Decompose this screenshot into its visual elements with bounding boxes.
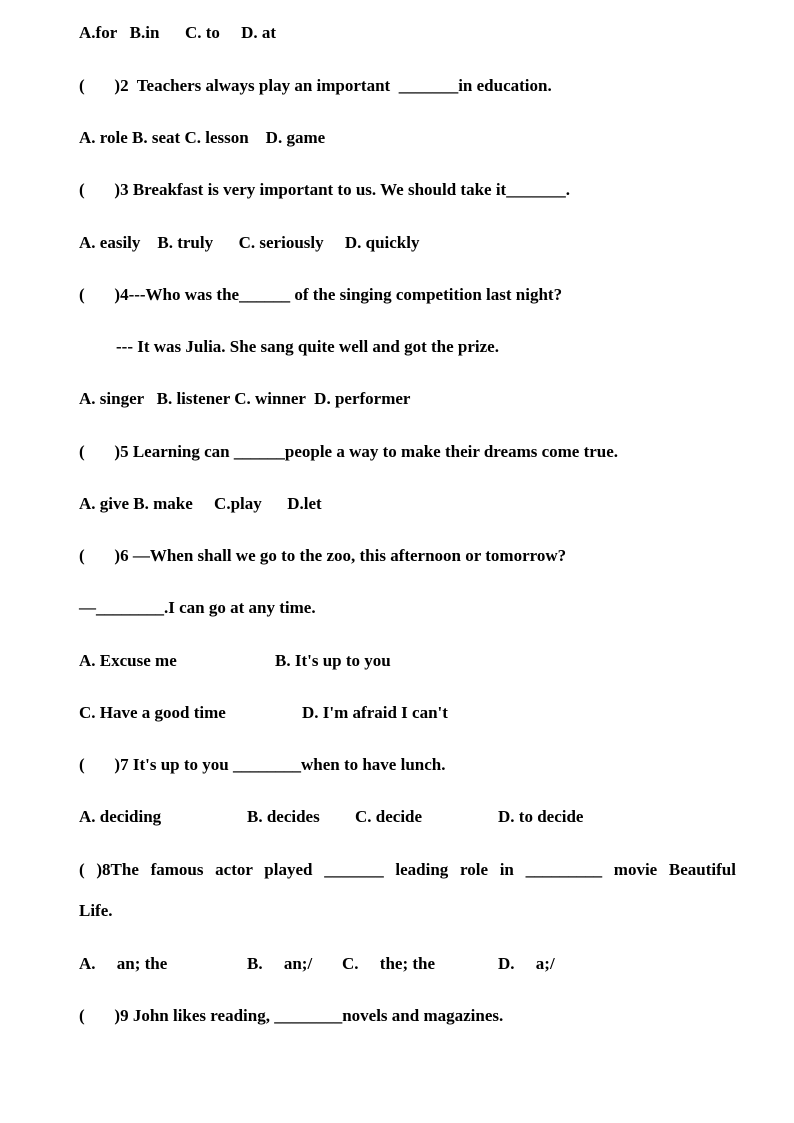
- question-2: ( )2 Teachers always play an important _______in education.: [79, 76, 552, 95]
- question-8-continued: Life.: [79, 901, 113, 920]
- question-6: ( )6 —When shall we go to the zoo, this afternoon or tomorrow?: [79, 546, 567, 565]
- q8-option-a: A. an; the: [79, 954, 168, 973]
- q6-option-a: A. Excuse me: [79, 651, 177, 670]
- question-9: ( )9 John likes reading, ________novels and magazines.: [79, 1006, 504, 1025]
- q4-options: A. singer B. listener C. winner D. performer: [79, 389, 411, 408]
- q8-option-d: D. a;/: [498, 954, 555, 973]
- q6-option-c: C. Have a good time: [79, 703, 226, 722]
- question-3: ( )3 Breakfast is very important to us. We should take it_______.: [79, 180, 570, 199]
- q7-option-a: A. deciding: [79, 807, 162, 826]
- question-5: ( )5 Learning can ______people a way to make their dreams come true.: [79, 442, 619, 461]
- q7-option-d: D. to decide: [498, 807, 584, 826]
- question-8: ( )8The famous actor played _______ leading role in _________ movie Beautiful: [79, 860, 736, 879]
- q5-options: A. give B. make C.play D.let: [79, 494, 322, 513]
- q6-option-b: B. It's up to you: [275, 651, 391, 670]
- q8-option-c: C. the; the: [342, 954, 436, 973]
- q7-option-c: C. decide: [355, 807, 423, 826]
- q8-option-b: B. an;/: [247, 954, 313, 973]
- q4-answer-line: --- It was Julia. She sang quite well and got the prize.: [116, 337, 499, 356]
- q2-options: A. role B. seat C. lesson D. game: [79, 128, 326, 147]
- question-7: ( )7 It's up to you ________when to have lunch.: [79, 755, 446, 774]
- q1-options: A.for B.in C. to D. at: [79, 23, 277, 42]
- question-4: ( )4---Who was the______ of the singing competition last night?: [79, 285, 563, 304]
- q7-option-b: B. decides: [247, 807, 320, 826]
- q6-response-line: —________.I can go at any time.: [79, 598, 316, 617]
- q3-options: A. easily B. truly C. seriously D. quickly: [79, 233, 420, 252]
- q6-option-d: D. I'm afraid I can't: [302, 703, 448, 722]
